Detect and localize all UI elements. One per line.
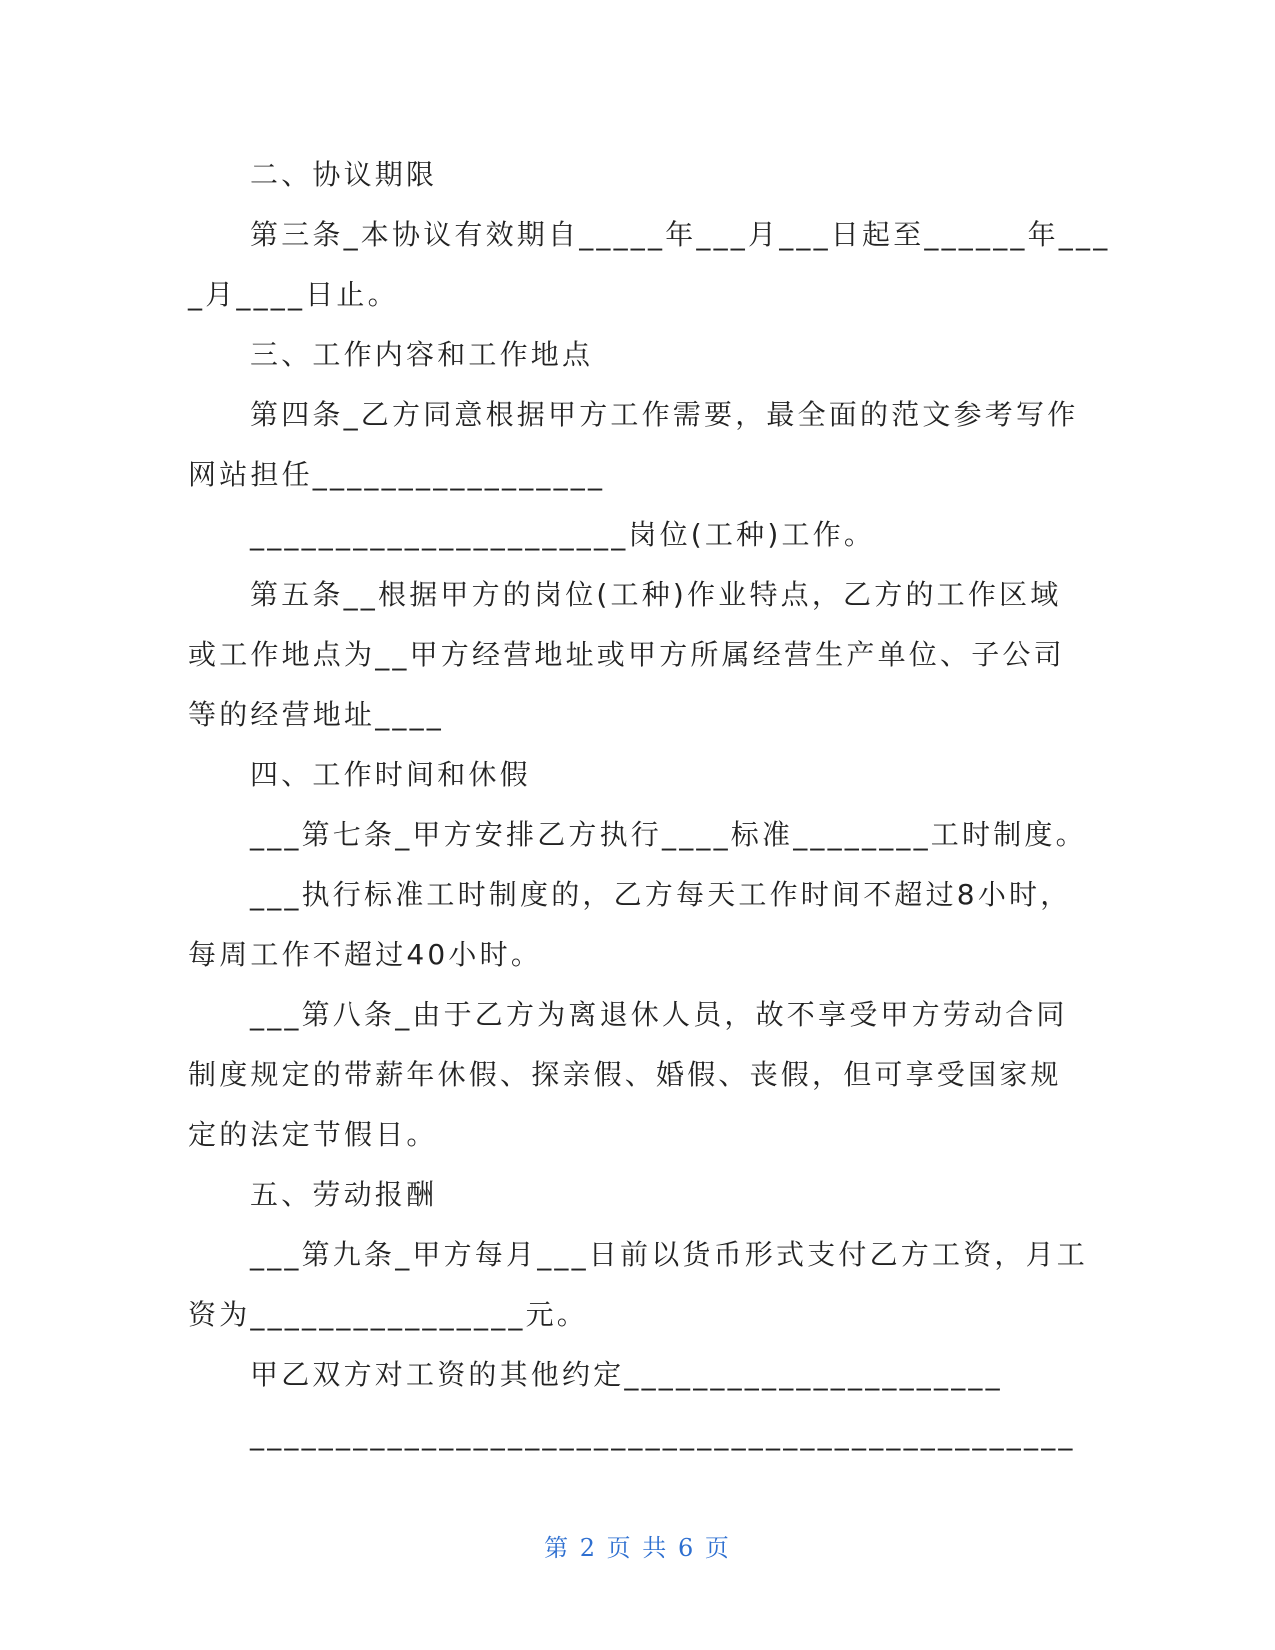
document-body [188,145,1111,1465]
section-heading: 五、劳动报酬 [250,1178,438,1211]
paragraph-line: 资为________________元。 [188,1298,589,1331]
section-heading: 二、协议期限 [250,158,438,191]
paragraph-line: 或工作地点为__甲方经营地址或甲方所属经营生产单位、子公司 [188,638,1065,671]
paragraph-line: 第三条_本协议有效期自_____年___月___日起至______年___ [250,218,1111,251]
paragraph-line: ________________________________________________ [250,1418,1076,1451]
paragraph-line: 等的经营地址____ [188,698,445,731]
paragraph-line: 第五条__根据甲方的岗位(工种)作业特点，乙方的工作区域 [250,578,1062,611]
paragraph-line: ___第八条_由于乙方为离退休人员，故不享受甲方劳动合同 [250,998,1068,1031]
page-number-footer: 第 2 页 共 6 页 [544,1534,731,1562]
paragraph-line: 制度规定的带薪年休假、探亲假、婚假、丧假，但可享受国家规 [188,1058,1062,1091]
paragraph-line: 第四条_乙方同意根据甲方工作需要，最全面的范文参考写作 [250,398,1079,431]
section-heading: 三、工作内容和工作地点 [250,338,594,371]
paragraph-line: ___第七条_甲方安排乙方执行____标准________工时制度。 [250,818,1087,851]
section-heading: 四、工作时间和休假 [250,758,531,791]
paragraph-line: 网站担任_________________ [188,458,606,491]
paragraph-line: 每周工作不超过40小时。 [188,938,543,971]
paragraph-line: ______________________岗位(工种)工作。 [250,518,876,551]
paragraph-line: ___执行标准工时制度的，乙方每天工作时间不超过8小时， [250,878,1072,911]
paragraph-line: _月____日止。 [188,278,399,311]
paragraph-line: ___第九条_甲方每月___日前以货币形式支付乙方工资，月工 [250,1238,1089,1271]
paragraph-line: 定的法定节假日。 [188,1118,438,1151]
paragraph-line: 甲乙双方对工资的其他约定______________________ [250,1358,1003,1391]
